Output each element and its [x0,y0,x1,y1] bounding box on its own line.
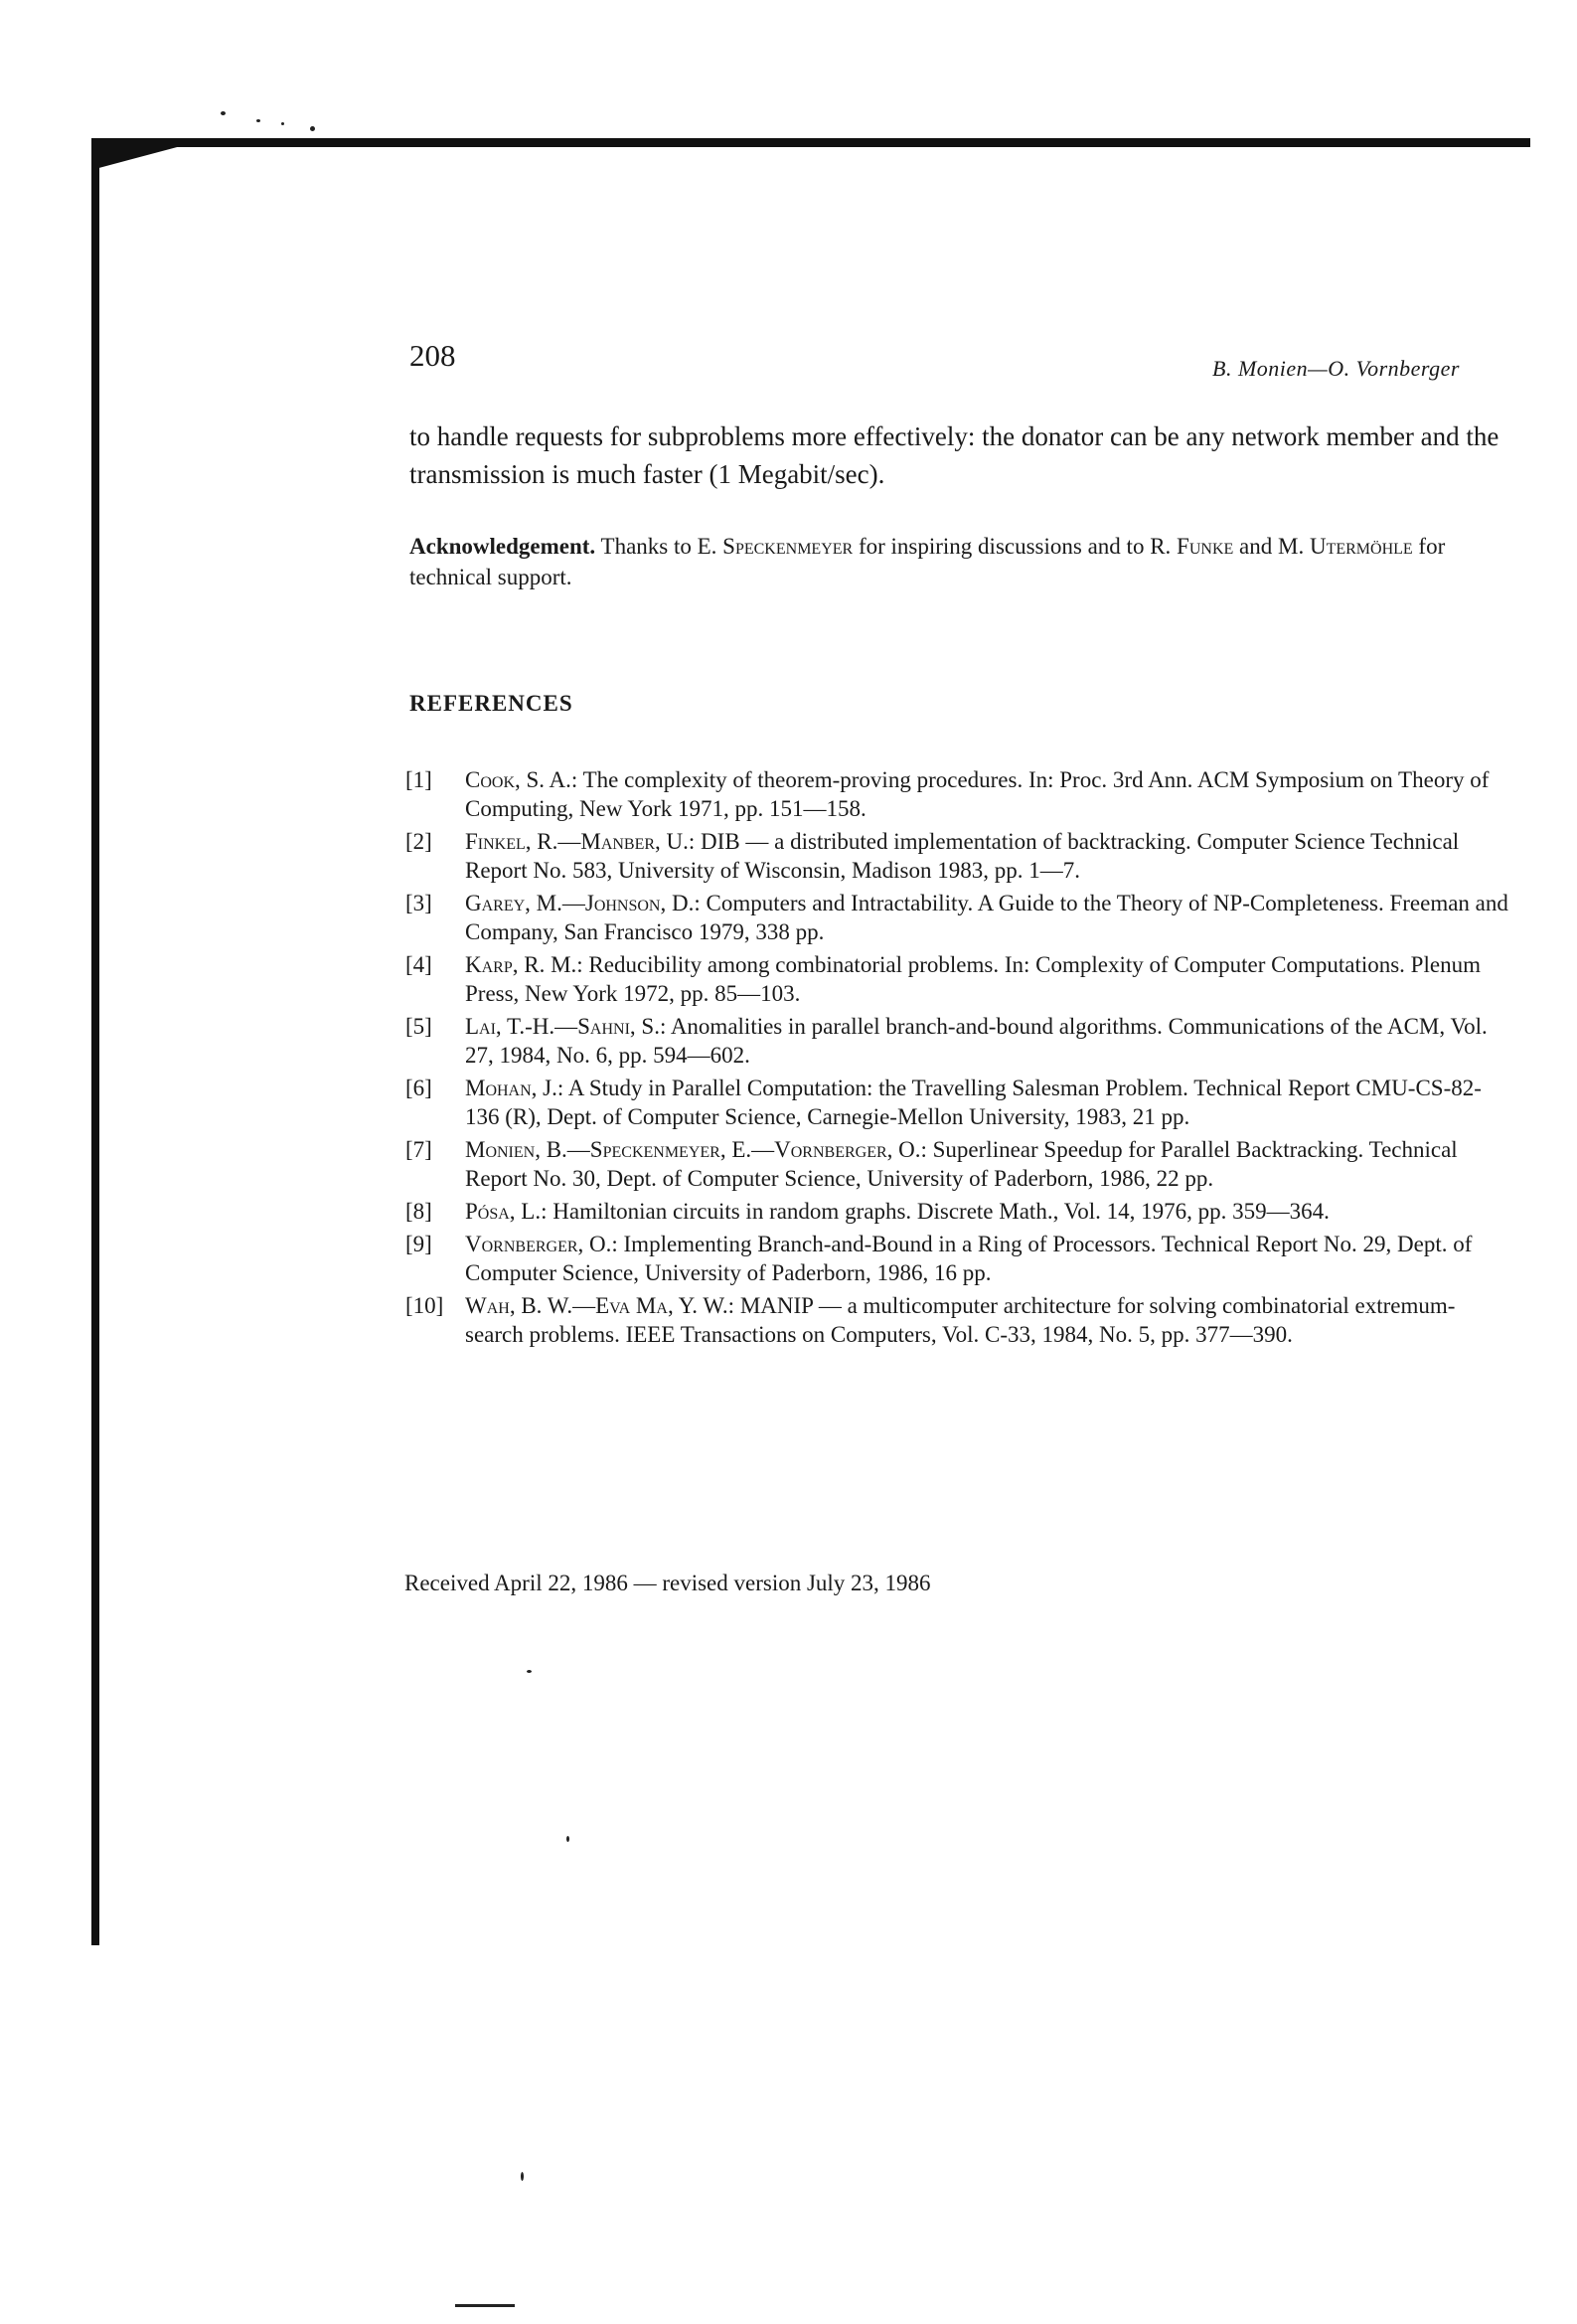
reference-list [405,765,1508,1353]
acknowledgement-paragraph [409,531,1507,592]
reference-number: [4] [405,952,432,977]
acknowledgement-text: for technical support. [409,534,1446,589]
scan-speck [566,1836,569,1842]
reference-body [465,1291,1508,1349]
reference-body [465,1197,1508,1226]
acknowledgement-text: and M. [1233,534,1310,559]
reference-item [405,1291,1508,1349]
reference-text: A Study in Parallel Computation: the Travelling Salesman Problem. Technical Report CMU-CS-82-136 (R), Dept. of Computer Science, Carnegie-Mellon University, 1983, 21 pp. [465,1076,1482,1129]
reference-item [405,1135,1508,1193]
reference-text: Implementing Branch-and-Bound in a Ring of Processors. Technical Report No. 29, Dept. of Computer Science, University of Paderborn, 1986, 16 pp. [465,1232,1473,1285]
reference-text: Reducibility among combinatorial problems. In: Complexity of Computer Computations. Plenum Press, New York 1972, pp. 85—103. [465,952,1481,1006]
reference-authors: Cook, S. A.: [465,767,578,792]
scan-border-wedge [91,146,181,170]
reference-text: The complexity of theorem-proving procedures. In: Proc. 3rd Ann. ACM Symposium on Theory of Computing, New York 1971, pp. 151—158. [465,767,1490,821]
reference-text: DIB — a distributed implementation of backtracking. Computer Science Technical Report No. 583, University of Wisconsin, Madison 1983, pp. 1—7. [465,829,1460,883]
reference-text: MANIP — a multicomputer architecture for solving combinatorial extremum-search problems. IEEE Transactions on Computers, Vol. C-33, 1984, No. 5, pp. 377—390. [465,1293,1456,1347]
scan-speck [527,1670,532,1673]
scan-speck [310,126,315,131]
reference-body [465,1135,1508,1193]
reference-item [405,1197,1508,1226]
reference-item [405,1230,1508,1287]
references-heading: REFERENCES [409,691,573,716]
reference-number: [7] [405,1137,432,1162]
acknowledgement-person: Utermöhle [1309,534,1413,559]
received-date: Received April 22, 1986 — revised version July 23, 1986 [404,1571,931,1595]
reference-number: [1] [405,767,432,792]
reference-number: [8] [405,1199,432,1224]
reference-text: Computers and Intractability. A Guide to the Theory of NP-Completeness. Freeman and Company, San Francisco 1979, 338 pp. [465,891,1508,944]
reference-number: [2] [405,829,432,854]
reference-authors: Finkel, R.—Manber, U.: [465,829,696,854]
scan-speck [521,2172,524,2181]
reference-item [405,889,1508,946]
running-head: B. Monien—O. Vornberger [1212,356,1460,381]
acknowledgement-text: Thanks to E. [595,534,723,559]
reference-item [405,1012,1508,1070]
reference-number: [5] [405,1014,432,1039]
reference-number: [6] [405,1076,432,1100]
reference-item [405,765,1508,823]
scan-border-left [91,146,99,1945]
scan-speck [256,119,260,122]
scan-speck [281,122,284,125]
reference-body [465,889,1508,946]
reference-number: [10] [405,1293,444,1318]
reference-number: [3] [405,891,432,915]
page-number: 208 [409,338,456,373]
acknowledgement-text: for inspiring discussions and to R. [853,534,1178,559]
reference-body [465,1012,1508,1070]
reference-authors: Wah, B. W.—Eva Ma, Y. W.: [465,1293,735,1318]
reference-authors: Monien, B.—Speckenmeyer, E.—Vornberger, O.: [465,1137,927,1162]
acknowledgement-person: Speckenmeyer [722,534,854,559]
reference-body [465,765,1508,823]
reference-authors: Vornberger, O.: [465,1232,618,1256]
reference-item [405,827,1508,885]
reference-authors: Pósa, L.: [465,1199,548,1224]
scan-border-top [91,138,1530,147]
reference-body [465,950,1508,1008]
scan-speck [221,111,226,115]
acknowledgement-label: Acknowledgement. [409,534,596,559]
reference-text: Superlinear Speedup for Parallel Backtracking. Technical Report No. 30, Dept. of Computer Science, University of Paderborn, 1986, 22 pp. [465,1137,1458,1191]
reference-item [405,1074,1508,1131]
reference-authors: Karp, R. M.: [465,952,583,977]
reference-text: Anomalities in parallel branch-and-bound algorithms. Communications of the ACM, Vol. 27, 1984, No. 6, pp. 594—602. [465,1014,1488,1068]
reference-body [465,827,1508,885]
reference-body [465,1074,1508,1131]
body-paragraph: to handle requests for subproblems more effectively: the donator can be any network member and the transmission is much faster (1 Megabit/sec). [409,421,1499,489]
reference-authors: Lai, T.-H.—Sahni, S.: [465,1014,667,1039]
reference-authors: Garey, M.—Johnson, D.: [465,891,701,915]
reference-number: [9] [405,1232,432,1256]
reference-text: Hamiltonian circuits in random graphs. Discrete Math., Vol. 14, 1976, pp. 359—364. [547,1199,1330,1224]
acknowledgement-person: Funke [1177,534,1234,559]
reference-authors: Mohan, J.: [465,1076,564,1100]
scan-dash [455,2304,515,2307]
reference-body [465,1230,1508,1287]
reference-item [405,950,1508,1008]
